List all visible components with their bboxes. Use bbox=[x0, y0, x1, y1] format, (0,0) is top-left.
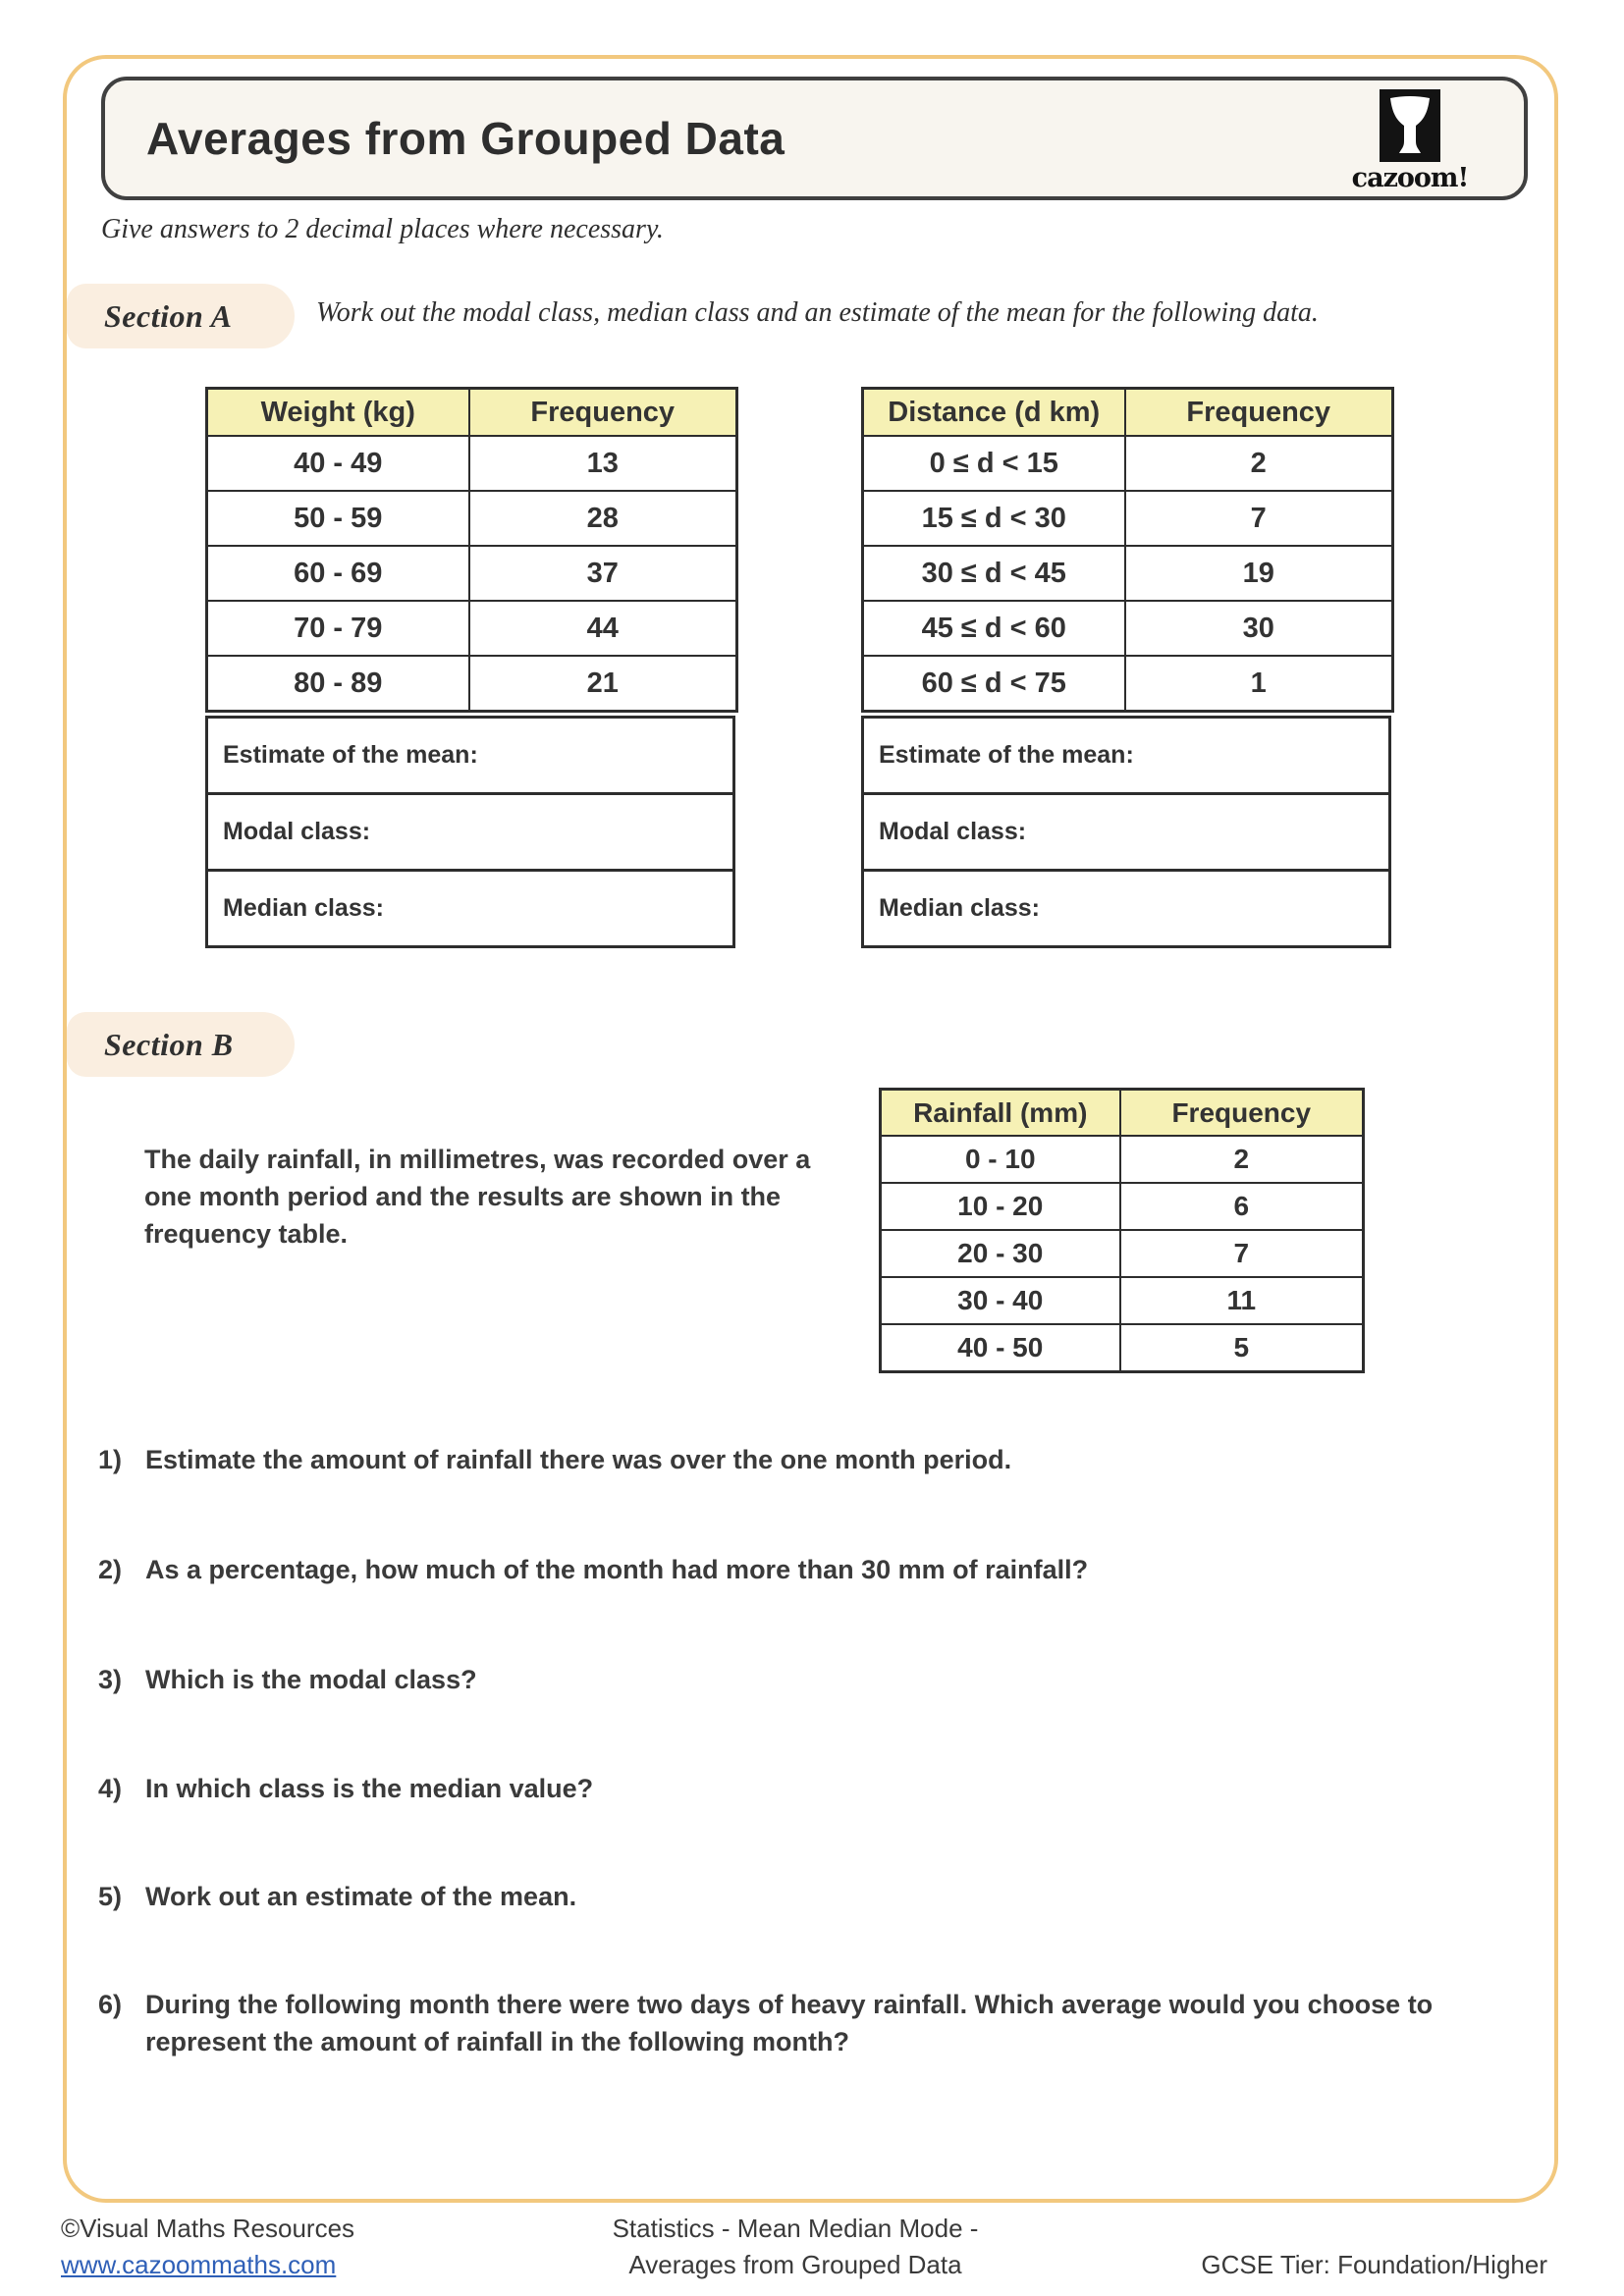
question-text: Estimate the amount of rainfall there was over the one month period. bbox=[145, 1445, 1012, 1474]
question-text: During the following month there were two days of heavy rainfall. Which average would you choose to represent the amount of rainfall in the following month? bbox=[145, 1990, 1434, 2056]
cazoom-logo bbox=[1345, 89, 1475, 193]
column-header: Distance (d km) bbox=[863, 389, 1125, 437]
footer-left bbox=[61, 2211, 354, 2283]
frequency-cell: 21 bbox=[469, 656, 737, 712]
modal-class-label: Modal class: bbox=[223, 818, 371, 845]
question-number: 1) bbox=[98, 1445, 123, 1474]
footer-topic-line2: Averages from Grouped Data bbox=[628, 2250, 962, 2279]
class-interval-cell: 70 - 79 bbox=[207, 601, 469, 656]
column-header: Weight (kg) bbox=[207, 389, 469, 437]
table-row bbox=[207, 656, 737, 712]
question-3 bbox=[98, 1661, 1512, 1698]
column-header: Frequency bbox=[469, 389, 737, 437]
class-interval-cell: 60 ≤ d < 75 bbox=[863, 656, 1125, 712]
class-interval-cell: 10 - 20 bbox=[881, 1183, 1120, 1230]
frequency-cell: 5 bbox=[1120, 1324, 1364, 1372]
section-b-label-text: Section B bbox=[104, 1026, 234, 1062]
question-number: 3) bbox=[98, 1665, 123, 1694]
page-title: Averages from Grouped Data bbox=[146, 113, 785, 164]
class-interval-cell: 15 ≤ d < 30 bbox=[863, 491, 1125, 546]
class-interval-cell: 60 - 69 bbox=[207, 546, 469, 601]
frequency-cell: 6 bbox=[1120, 1183, 1364, 1230]
modal-class-answer-field[interactable] bbox=[208, 792, 732, 869]
footer-topic-line1: Statistics - Mean Median Mode - bbox=[612, 2214, 979, 2243]
footer-center bbox=[471, 2211, 1119, 2283]
table-row bbox=[863, 491, 1393, 546]
footer-tier: GCSE Tier: Foundation/Higher bbox=[1201, 2250, 1547, 2279]
frequency-cell: 2 bbox=[1125, 436, 1393, 491]
question-text: Work out an estimate of the mean. bbox=[145, 1882, 577, 1911]
frequency-cell: 30 bbox=[1125, 601, 1393, 656]
frequency-cell: 7 bbox=[1125, 491, 1393, 546]
class-interval-cell: 30 ≤ d < 45 bbox=[863, 546, 1125, 601]
class-interval-cell: 30 - 40 bbox=[881, 1277, 1120, 1324]
frequency-cell: 28 bbox=[469, 491, 737, 546]
class-interval-cell: 80 - 89 bbox=[207, 656, 469, 712]
modal-class-label: Modal class: bbox=[879, 818, 1027, 845]
class-interval-cell: 20 - 30 bbox=[881, 1230, 1120, 1277]
question-text: As a percentage, how much of the month had more than 30 mm of rainfall? bbox=[145, 1555, 1089, 1584]
table-row bbox=[881, 1277, 1364, 1324]
frequency-cell: 7 bbox=[1120, 1230, 1364, 1277]
section-a-label bbox=[67, 284, 295, 348]
class-interval-cell: 45 ≤ d < 60 bbox=[863, 601, 1125, 656]
drum-icon bbox=[1380, 89, 1440, 162]
footer-website-link[interactable]: www.cazoommaths.com bbox=[61, 2250, 337, 2279]
section-a-label-text: Section A bbox=[104, 297, 233, 334]
distance-frequency-table bbox=[861, 387, 1394, 713]
question-number: 5) bbox=[98, 1882, 123, 1911]
question-number: 4) bbox=[98, 1774, 123, 1803]
median-class-label: Median class: bbox=[879, 894, 1040, 922]
question-text: In which class is the median value? bbox=[145, 1774, 594, 1803]
question-2 bbox=[98, 1551, 1512, 1588]
rainfall-frequency-table bbox=[879, 1088, 1365, 1373]
frequency-cell: 37 bbox=[469, 546, 737, 601]
frequency-cell: 13 bbox=[469, 436, 737, 491]
class-interval-cell: 0 - 10 bbox=[881, 1136, 1120, 1183]
question-number: 6) bbox=[98, 1990, 123, 2019]
column-header: Frequency bbox=[1120, 1090, 1364, 1137]
footer-copyright: ©Visual Maths Resources bbox=[61, 2214, 355, 2243]
estimate-mean-answer-field[interactable] bbox=[208, 719, 732, 792]
question-5 bbox=[98, 1878, 1512, 1915]
table-row bbox=[207, 601, 737, 656]
class-interval-cell: 0 ≤ d < 15 bbox=[863, 436, 1125, 491]
median-class-answer-field[interactable] bbox=[208, 869, 732, 945]
class-interval-cell: 40 - 50 bbox=[881, 1324, 1120, 1372]
weight-frequency-table bbox=[205, 387, 738, 713]
title-box bbox=[101, 77, 1528, 200]
worksheet-note: Give answers to 2 decimal places where necessary. bbox=[101, 214, 664, 244]
question-6 bbox=[98, 1986, 1473, 2060]
estimate-mean-label: Estimate of the mean: bbox=[223, 741, 478, 769]
estimate-mean-answer-field[interactable] bbox=[864, 719, 1388, 792]
question-number: 2) bbox=[98, 1555, 123, 1584]
column-header: Frequency bbox=[1125, 389, 1393, 437]
question-text: Which is the modal class? bbox=[145, 1665, 477, 1694]
frequency-cell: 1 bbox=[1125, 656, 1393, 712]
table-row bbox=[881, 1324, 1364, 1372]
section-b-intro: The daily rainfall, in millimetres, was recorded over a one month period and the results are shown in the frequency table. bbox=[144, 1145, 811, 1249]
table-row bbox=[207, 491, 737, 546]
table-row bbox=[881, 1183, 1364, 1230]
table-row bbox=[863, 436, 1393, 491]
median-class-answer-field[interactable] bbox=[864, 869, 1388, 945]
column-header: Rainfall (mm) bbox=[881, 1090, 1120, 1137]
estimate-mean-label: Estimate of the mean: bbox=[879, 741, 1134, 769]
table-row bbox=[207, 436, 737, 491]
answers-box-left bbox=[205, 716, 735, 948]
class-interval-cell: 50 - 59 bbox=[207, 491, 469, 546]
logo-wordmark: cazoom! bbox=[1351, 163, 1469, 193]
section-a-instruction: Work out the modal class, median class and an estimate of the mean for the following data. bbox=[316, 297, 1319, 328]
frequency-cell: 44 bbox=[469, 601, 737, 656]
section-b-label bbox=[67, 1012, 295, 1077]
answers-box-right bbox=[861, 716, 1391, 948]
modal-class-answer-field[interactable] bbox=[864, 792, 1388, 869]
table-row bbox=[207, 546, 737, 601]
question-1 bbox=[98, 1441, 1512, 1478]
frequency-cell: 19 bbox=[1125, 546, 1393, 601]
table-row bbox=[863, 601, 1393, 656]
frequency-cell: 2 bbox=[1120, 1136, 1364, 1183]
question-4 bbox=[98, 1770, 1512, 1807]
class-interval-cell: 40 - 49 bbox=[207, 436, 469, 491]
table-row bbox=[881, 1230, 1364, 1277]
table-row bbox=[881, 1136, 1364, 1183]
median-class-label: Median class: bbox=[223, 894, 384, 922]
frequency-cell: 11 bbox=[1120, 1277, 1364, 1324]
table-row bbox=[863, 656, 1393, 712]
table-row bbox=[863, 546, 1393, 601]
